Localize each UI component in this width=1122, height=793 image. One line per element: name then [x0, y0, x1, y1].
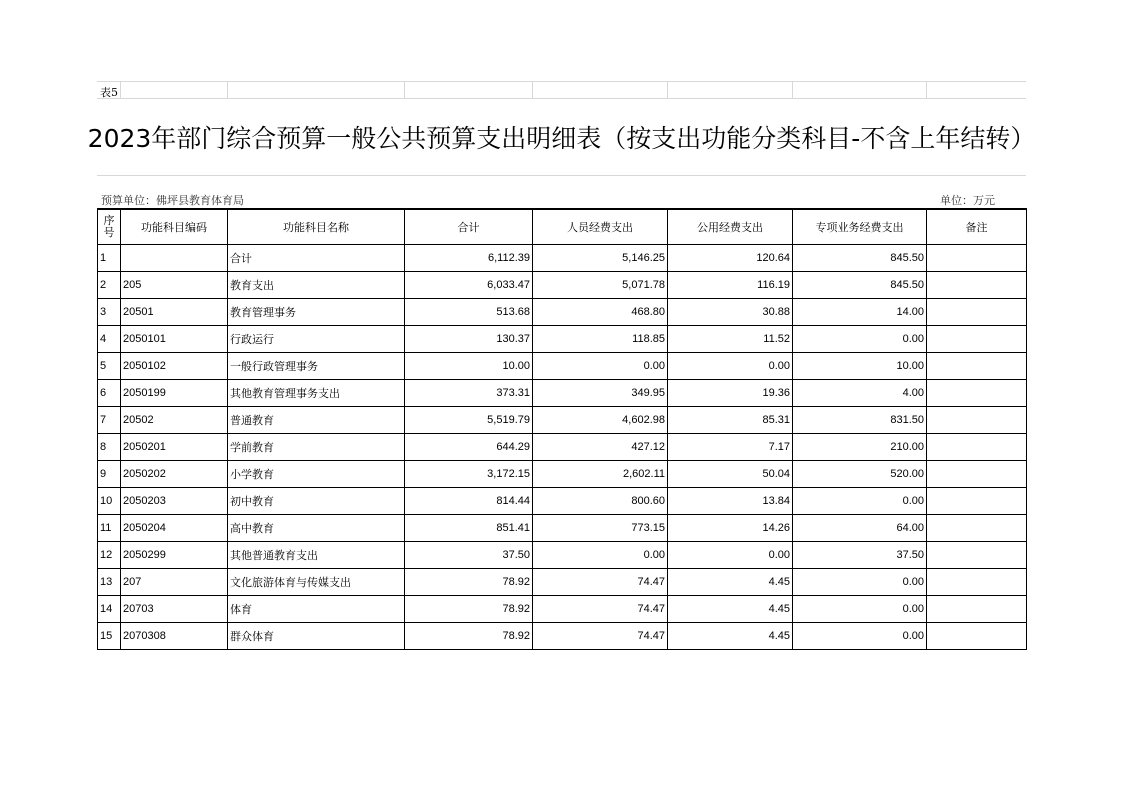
cell-name: 教育管理事务 [228, 299, 405, 326]
cell-remark [927, 272, 1027, 299]
cell-special: 10.00 [793, 353, 927, 380]
cell-code [121, 245, 228, 272]
cell-special: 0.00 [793, 596, 927, 623]
cell-personnel: 800.60 [533, 488, 668, 515]
cell-name: 高中教育 [228, 515, 405, 542]
cell-public: 13.84 [668, 488, 793, 515]
cell-personnel: 4,602.98 [533, 407, 668, 434]
table-row [98, 623, 1027, 650]
cell-code: 2050102 [121, 353, 228, 380]
cell-code: 20703 [121, 596, 228, 623]
table-row [98, 515, 1027, 542]
header-remark: 备注 [927, 209, 1027, 245]
cell-public: 85.31 [668, 407, 793, 434]
cell-personnel: 118.85 [533, 326, 668, 353]
cell-special: 845.50 [793, 245, 927, 272]
cell-total: 130.37 [405, 326, 533, 353]
cell-total: 6,112.39 [405, 245, 533, 272]
cell-total: 78.92 [405, 596, 533, 623]
cell-total: 373.31 [405, 380, 533, 407]
cell-remark [927, 542, 1027, 569]
cell-seq: 8 [98, 434, 121, 461]
table-row [98, 299, 1027, 326]
cell-total: 644.29 [405, 434, 533, 461]
cell-remark [927, 623, 1027, 650]
cell-remark [927, 488, 1027, 515]
table-row [98, 353, 1027, 380]
cell-special: 0.00 [793, 326, 927, 353]
cell-special: 210.00 [793, 434, 927, 461]
cell-public: 11.52 [668, 326, 793, 353]
cell-seq: 4 [98, 326, 121, 353]
cell-name: 体育 [228, 596, 405, 623]
cell-public: 4.45 [668, 623, 793, 650]
cell-code: 2050201 [121, 434, 228, 461]
cell-name: 一般行政管理事务 [228, 353, 405, 380]
cell-total: 814.44 [405, 488, 533, 515]
cell-seq: 13 [98, 569, 121, 596]
cell-special: 0.00 [793, 569, 927, 596]
table-row [98, 272, 1027, 299]
cell-personnel: 5,146.25 [533, 245, 668, 272]
cell-total: 78.92 [405, 623, 533, 650]
cell-personnel: 0.00 [533, 353, 668, 380]
cell-code: 207 [121, 569, 228, 596]
cell-seq: 9 [98, 461, 121, 488]
cell-remark [927, 353, 1027, 380]
cell-name: 普通教育 [228, 407, 405, 434]
cell-total: 78.92 [405, 569, 533, 596]
cell-total: 851.41 [405, 515, 533, 542]
cell-public: 4.45 [668, 569, 793, 596]
cell-personnel: 2,602.11 [533, 461, 668, 488]
cell-personnel: 427.12 [533, 434, 668, 461]
cell-special: 520.00 [793, 461, 927, 488]
cell-public: 14.26 [668, 515, 793, 542]
cell-personnel: 468.80 [533, 299, 668, 326]
header-public: 公用经费支出 [668, 209, 793, 245]
cell-special: 0.00 [793, 488, 927, 515]
cell-name: 小学教育 [228, 461, 405, 488]
table-row [98, 326, 1027, 353]
cell-total: 3,172.15 [405, 461, 533, 488]
cell-public: 0.00 [668, 542, 793, 569]
cell-seq: 6 [98, 380, 121, 407]
table-row [98, 569, 1027, 596]
cell-personnel: 74.47 [533, 569, 668, 596]
cell-special: 845.50 [793, 272, 927, 299]
cell-special: 14.00 [793, 299, 927, 326]
cell-total: 513.68 [405, 299, 533, 326]
sheet-label: 表5 [100, 86, 118, 99]
cell-public: 4.45 [668, 596, 793, 623]
cell-remark [927, 299, 1027, 326]
cell-total: 10.00 [405, 353, 533, 380]
table-row [98, 488, 1027, 515]
cell-public: 120.64 [668, 245, 793, 272]
header-total: 合计 [405, 209, 533, 245]
cell-remark [927, 407, 1027, 434]
cell-seq: 5 [98, 353, 121, 380]
cell-name: 群众体育 [228, 623, 405, 650]
cell-special: 831.50 [793, 407, 927, 434]
cell-code: 20502 [121, 407, 228, 434]
cell-remark [927, 515, 1027, 542]
cell-seq: 1 [98, 245, 121, 272]
cell-remark [927, 569, 1027, 596]
cell-code: 2050203 [121, 488, 228, 515]
table-row [98, 596, 1027, 623]
page-title: 2023年部门综合预算一般公共预算支出明细表（按支出功能分类科目-不含上年结转） [97, 99, 1026, 176]
cell-code: 2050299 [121, 542, 228, 569]
cell-personnel: 74.47 [533, 623, 668, 650]
sheet-label-row [97, 81, 1026, 99]
cell-name: 初中教育 [228, 488, 405, 515]
cell-public: 19.36 [668, 380, 793, 407]
table-row [98, 434, 1027, 461]
header-personnel: 人员经费支出 [533, 209, 668, 245]
cell-public: 116.19 [668, 272, 793, 299]
cell-special: 0.00 [793, 623, 927, 650]
header-name: 功能科目名称 [228, 209, 405, 245]
cell-name: 行政运行 [228, 326, 405, 353]
table-header-row [98, 209, 1027, 245]
cell-name: 合计 [228, 245, 405, 272]
cell-remark [927, 461, 1027, 488]
cell-personnel: 5,071.78 [533, 272, 668, 299]
cell-name: 文化旅游体育与传媒支出 [228, 569, 405, 596]
cell-total: 37.50 [405, 542, 533, 569]
currency-unit-label: 单位：万元 [940, 194, 995, 207]
cell-total: 5,519.79 [405, 407, 533, 434]
header-special: 专项业务经费支出 [793, 209, 927, 245]
cell-special: 64.00 [793, 515, 927, 542]
table-body [98, 245, 1027, 650]
cell-code: 2050202 [121, 461, 228, 488]
cell-seq: 3 [98, 299, 121, 326]
cell-personnel: 349.95 [533, 380, 668, 407]
table-row [98, 407, 1027, 434]
cell-special: 4.00 [793, 380, 927, 407]
cell-code: 2050199 [121, 380, 228, 407]
header-code: 功能科目编码 [121, 209, 228, 245]
table-row [98, 245, 1027, 272]
cell-code: 20501 [121, 299, 228, 326]
cell-name: 其他普通教育支出 [228, 542, 405, 569]
cell-remark [927, 380, 1027, 407]
cell-public: 0.00 [668, 353, 793, 380]
cell-seq: 2 [98, 272, 121, 299]
cell-public: 30.88 [668, 299, 793, 326]
cell-code: 2050204 [121, 515, 228, 542]
cell-remark [927, 245, 1027, 272]
cell-personnel: 0.00 [533, 542, 668, 569]
cell-name: 其他教育管理事务支出 [228, 380, 405, 407]
unit-row [97, 189, 1026, 207]
cell-code: 205 [121, 272, 228, 299]
cell-special: 37.50 [793, 542, 927, 569]
cell-remark [927, 326, 1027, 353]
cell-personnel: 74.47 [533, 596, 668, 623]
header-seq: 序号 [98, 209, 121, 245]
cell-remark [927, 596, 1027, 623]
cell-public: 7.17 [668, 434, 793, 461]
cell-seq: 7 [98, 407, 121, 434]
table-row [98, 461, 1027, 488]
budget-table [97, 208, 1027, 650]
cell-code: 2070308 [121, 623, 228, 650]
budget-unit-label: 预算单位：佛坪县教育体育局 [101, 194, 244, 207]
cell-personnel: 773.15 [533, 515, 668, 542]
cell-total: 6,033.47 [405, 272, 533, 299]
cell-name: 学前教育 [228, 434, 405, 461]
cell-seq: 15 [98, 623, 121, 650]
cell-public: 50.04 [668, 461, 793, 488]
cell-seq: 12 [98, 542, 121, 569]
table-row [98, 380, 1027, 407]
cell-remark [927, 434, 1027, 461]
cell-seq: 14 [98, 596, 121, 623]
cell-seq: 11 [98, 515, 121, 542]
table-row [98, 542, 1027, 569]
cell-seq: 10 [98, 488, 121, 515]
cell-name: 教育支出 [228, 272, 405, 299]
cell-code: 2050101 [121, 326, 228, 353]
